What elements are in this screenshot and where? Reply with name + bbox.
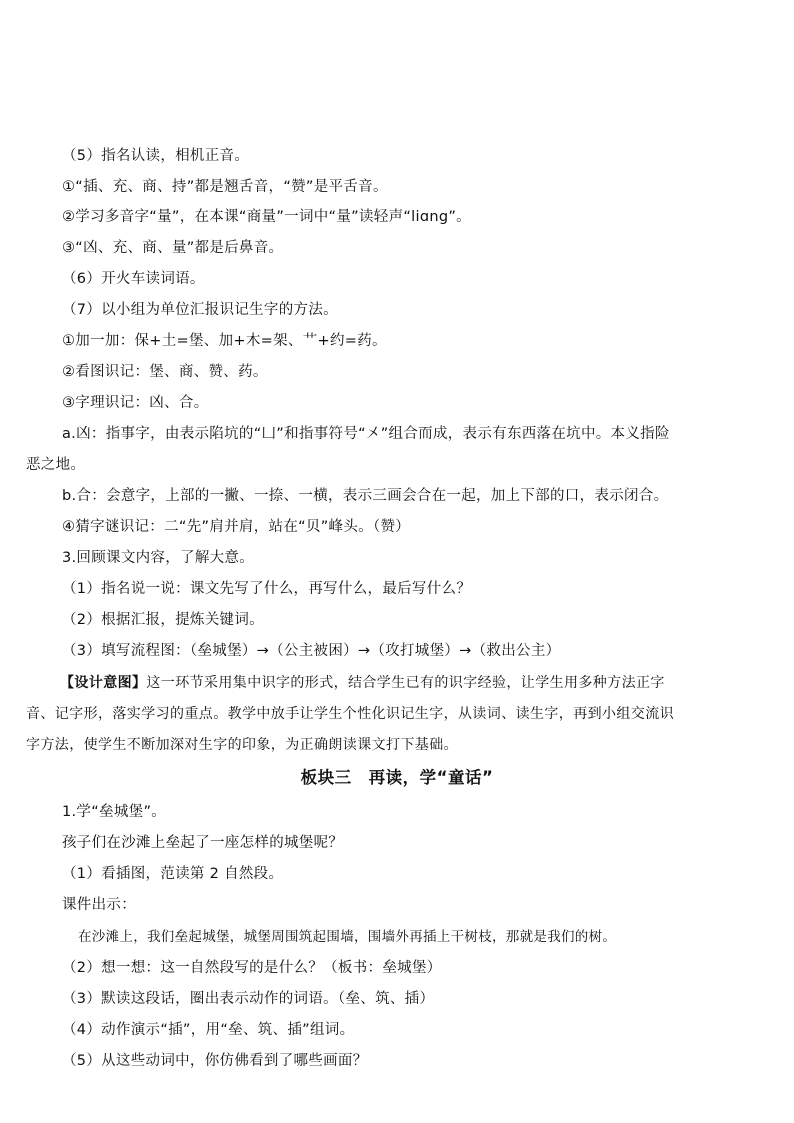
text-line: （6）开火车读词语。 xyxy=(62,271,205,287)
design-intent-paragraph xyxy=(60,673,665,693)
design-intent-line: 音、记字形，落实学习的重点。教学中放手让学生个性化识记生字，从读词、读生字，再到小组交流识 xyxy=(26,706,674,722)
section-heading: 板块三 再读，学“童话” xyxy=(300,768,494,787)
text-line: 课件出示： xyxy=(62,897,136,913)
courseware-quote: 在沙滩上，我们垒起城堡，城堡周围筑起围墙，围墙外再插上干树枝，那就是我们的树。 xyxy=(78,929,617,945)
text-line: 1.学“垒城堡”。 xyxy=(62,804,167,820)
text-line: b.合：会意字，上部的一撇、一捺、一横，表示三画会合在一起，加上下部的口，表示闭合。 xyxy=(62,488,669,504)
text-line: （1）指名说一说：课文先写了什么，再写什么，最后写什么？ xyxy=(62,581,472,597)
text-line: （5）从这些动词中，你仿佛看到了哪些画面？ xyxy=(62,1053,368,1069)
text-line: ③“凶、充、商、量”都是后鼻音。 xyxy=(62,240,284,256)
text-line: a.凶：指事字，由表示陷坑的“凵”和指事符号“㐅”组合而成，表示有东西落在坑中。本义指险 xyxy=(62,426,670,442)
design-intent-label: 【设计意图】 xyxy=(60,675,147,691)
text-line: （3）默读这段话，圈出表示动作的词语。（垒、筑、插） xyxy=(62,991,435,1007)
text-line: ③字理识记：凶、合。 xyxy=(62,395,209,411)
text-line: 3.回顾课文内容，了解大意。 xyxy=(62,550,255,566)
text-line: ②学习多音字“量”，在本课“商量”一词中“量”读轻声“liɑng”。 xyxy=(62,209,471,225)
text-line: （2）想一想：这一自然段写的是什么？（板书：垒城堡） xyxy=(62,960,442,976)
design-intent-line: 字方法，使学生不断加深对生字的印象，为正确朗读课文打下基础。 xyxy=(26,737,458,753)
text-line: ④猜字谜识记：二“先”肩并肩，站在“贝”峰头。（赞） xyxy=(62,519,411,535)
text-line: （1）看插图，范读第 2 自然段。 xyxy=(62,866,284,882)
text-line: （3）填写流程图：（垒城堡）→（公主被困）→（攻打城堡）→（救出公主） xyxy=(62,643,561,659)
text-line: （4）动作演示“插”，用“垒、筑、插”组词。 xyxy=(62,1022,355,1038)
design-intent-text: 这一环节采用集中识字的形式，结合学生已有的识字经验，让学生用多种方法正字 xyxy=(146,675,665,691)
text-line: （5）指名认读，相机正音。 xyxy=(62,148,250,164)
text-line: （2）根据汇报，提炼关键词。 xyxy=(62,612,264,628)
text-line: ②看图识记：堡、商、赞、药。 xyxy=(62,364,268,380)
text-line: 孩子们在沙滩上垒起了一座怎样的城堡呢？ xyxy=(62,835,344,851)
text-line: ①“插、充、商、持”都是翘舌音，“赞”是平舌音。 xyxy=(62,179,388,195)
text-line: （7）以小组为单位汇报识记生字的方法。 xyxy=(62,302,338,318)
text-line: ①加一加：保+土=堡、加+木=架、艹+约=药。 xyxy=(62,333,387,349)
text-line: 恶之地。 xyxy=(26,457,86,473)
